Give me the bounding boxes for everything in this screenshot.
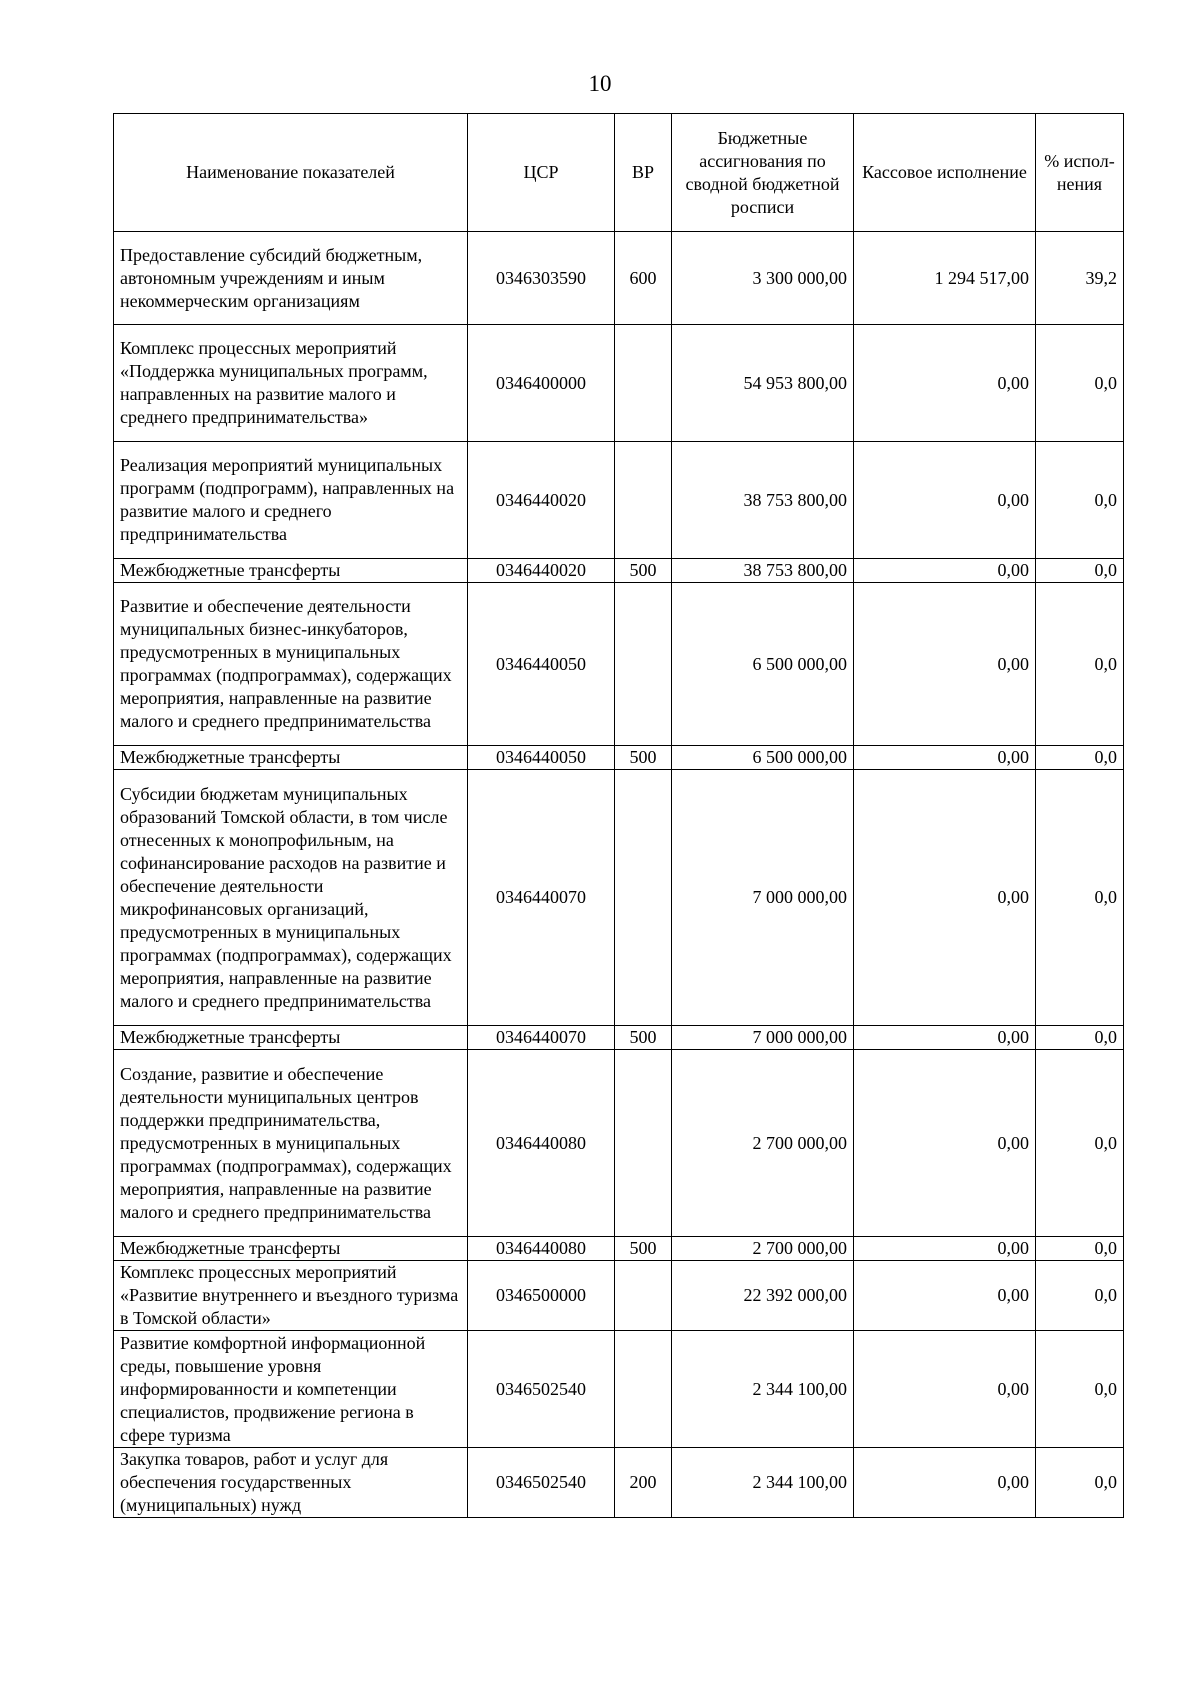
cash-amount: 0,00 xyxy=(854,325,1036,442)
csr-code: 0346440050 xyxy=(468,746,615,770)
cash-amount: 0,00 xyxy=(854,746,1036,770)
csr-code: 0346440070 xyxy=(468,770,615,1026)
vr-code: 600 xyxy=(615,232,672,325)
vr-code xyxy=(615,770,672,1026)
vr-code: 500 xyxy=(615,746,672,770)
vr-code xyxy=(615,1331,672,1448)
indicator-name: Комплекс процессных мероприятий «Развитие внутреннего и въездного туризма в Томской области» xyxy=(114,1261,468,1331)
table-row xyxy=(114,1448,1124,1518)
indicator-name: Создание, развитие и обеспечение деятельности муниципальных центров поддержки предпринимательства, предусмотренных в муниципальных программах (подпрограммах), содержащих мероприятия, направленные на развитие малого и среднего предпринимательства xyxy=(114,1050,468,1237)
vr-code xyxy=(615,583,672,746)
cash-amount: 0,00 xyxy=(854,559,1036,583)
budget-amount: 2 700 000,00 xyxy=(672,1050,854,1237)
budget-amount: 6 500 000,00 xyxy=(672,583,854,746)
execution-percent: 0,0 xyxy=(1036,1448,1124,1518)
header-cash-execution: Кассовое исполнение xyxy=(854,114,1036,232)
budget-execution-table xyxy=(113,113,1124,1518)
table-row xyxy=(114,559,1124,583)
csr-code: 0346440020 xyxy=(468,442,615,559)
execution-percent: 0,0 xyxy=(1036,325,1124,442)
table-row xyxy=(114,1026,1124,1050)
cash-amount: 0,00 xyxy=(854,1026,1036,1050)
csr-code: 0346440050 xyxy=(468,583,615,746)
page-number: 10 xyxy=(588,71,612,96)
execution-percent: 0,0 xyxy=(1036,770,1124,1026)
csr-code: 0346500000 xyxy=(468,1261,615,1331)
table-row xyxy=(114,1331,1124,1448)
cash-amount: 0,00 xyxy=(854,770,1036,1026)
table-row xyxy=(114,325,1124,442)
budget-amount: 7 000 000,00 xyxy=(672,1026,854,1050)
cash-amount: 0,00 xyxy=(854,1331,1036,1448)
indicator-name: Межбюджетные трансферты xyxy=(114,559,468,583)
budget-amount: 22 392 000,00 xyxy=(672,1261,854,1331)
budget-amount: 6 500 000,00 xyxy=(672,746,854,770)
csr-code: 0346303590 xyxy=(468,232,615,325)
execution-percent: 0,0 xyxy=(1036,1237,1124,1261)
execution-percent: 0,0 xyxy=(1036,1261,1124,1331)
budget-amount: 2 700 000,00 xyxy=(672,1237,854,1261)
indicator-name: Межбюджетные трансферты xyxy=(114,746,468,770)
table-row xyxy=(114,1261,1124,1331)
budget-amount: 2 344 100,00 xyxy=(672,1448,854,1518)
csr-code: 0346440020 xyxy=(468,559,615,583)
csr-code: 0346502540 xyxy=(468,1331,615,1448)
header-csr: ЦСР xyxy=(468,114,615,232)
vr-code: 500 xyxy=(615,1237,672,1261)
vr-code xyxy=(615,1261,672,1331)
table-row xyxy=(114,232,1124,325)
header-budget-allocations: Бюджетные ассигнования по сводной бюджетной росписи xyxy=(672,114,854,232)
budget-amount: 38 753 800,00 xyxy=(672,442,854,559)
cash-amount: 0,00 xyxy=(854,1261,1036,1331)
budget-amount: 2 344 100,00 xyxy=(672,1331,854,1448)
budget-amount: 38 753 800,00 xyxy=(672,559,854,583)
cash-amount: 0,00 xyxy=(854,1050,1036,1237)
execution-percent: 0,0 xyxy=(1036,1050,1124,1237)
csr-code: 0346440080 xyxy=(468,1237,615,1261)
table-header-row xyxy=(114,114,1124,232)
budget-amount: 54 953 800,00 xyxy=(672,325,854,442)
table-row xyxy=(114,746,1124,770)
indicator-name: Комплекс процессных мероприятий «Поддержка муниципальных программ, направленных на развитие малого и среднего предпринимательства» xyxy=(114,325,468,442)
cash-amount: 0,00 xyxy=(854,583,1036,746)
vr-code xyxy=(615,325,672,442)
indicator-name: Межбюджетные трансферты xyxy=(114,1237,468,1261)
execution-percent: 0,0 xyxy=(1036,1026,1124,1050)
table-row xyxy=(114,1050,1124,1237)
header-indicator-name: Наименование показателей xyxy=(114,114,468,232)
csr-code: 0346502540 xyxy=(468,1448,615,1518)
execution-percent: 39,2 xyxy=(1036,232,1124,325)
table-row xyxy=(114,1237,1124,1261)
indicator-name: Межбюджетные трансферты xyxy=(114,1026,468,1050)
csr-code: 0346440070 xyxy=(468,1026,615,1050)
cash-amount: 1 294 517,00 xyxy=(854,232,1036,325)
cash-amount: 0,00 xyxy=(854,1448,1036,1518)
cash-amount: 0,00 xyxy=(854,442,1036,559)
table-row xyxy=(114,583,1124,746)
table-row xyxy=(114,770,1124,1026)
csr-code: 0346440080 xyxy=(468,1050,615,1237)
execution-percent: 0,0 xyxy=(1036,442,1124,559)
execution-percent: 0,0 xyxy=(1036,559,1124,583)
indicator-name: Закупка товаров, работ и услуг для обеспечения государственных (муниципальных) нужд xyxy=(114,1448,468,1518)
vr-code: 500 xyxy=(615,1026,672,1050)
vr-code: 500 xyxy=(615,559,672,583)
vr-code xyxy=(615,442,672,559)
csr-code: 0346400000 xyxy=(468,325,615,442)
execution-percent: 0,0 xyxy=(1036,583,1124,746)
vr-code xyxy=(615,1050,672,1237)
execution-percent: 0,0 xyxy=(1036,746,1124,770)
header-execution-percent: % испол-нения xyxy=(1036,114,1124,232)
vr-code: 200 xyxy=(615,1448,672,1518)
indicator-name: Развитие комфортной информационной среды, повышение уровня информированности и компетенции специалистов, продвижение региона в сфере туризма xyxy=(114,1331,468,1448)
indicator-name: Предоставление субсидий бюджетным, автономным учреждениям и иным некоммерческим организациям xyxy=(114,232,468,325)
budget-amount: 3 300 000,00 xyxy=(672,232,854,325)
header-vr: ВР xyxy=(615,114,672,232)
budget-amount: 7 000 000,00 xyxy=(672,770,854,1026)
cash-amount: 0,00 xyxy=(854,1237,1036,1261)
execution-percent: 0,0 xyxy=(1036,1331,1124,1448)
indicator-name: Субсидии бюджетам муниципальных образований Томской области, в том числе отнесенных к монопрофильным, на софинансирование расходов на развитие и обеспечение деятельности микрофинансовых организаций, предусмотренных в муниципальных программах (подпрограммах), содержащих мероприятия, направленные на развитие малого и среднего предпринимательства xyxy=(114,770,468,1026)
indicator-name: Развитие и обеспечение деятельности муниципальных бизнес-инкубаторов, предусмотренных в муниципальных программах (подпрограммах), содержащих мероприятия, направленные на развитие малого и среднего предпринимательства xyxy=(114,583,468,746)
indicator-name: Реализация мероприятий муниципальных программ (подпрограмм), направленных на развитие малого и среднего предпринимательства xyxy=(114,442,468,559)
table-row xyxy=(114,442,1124,559)
